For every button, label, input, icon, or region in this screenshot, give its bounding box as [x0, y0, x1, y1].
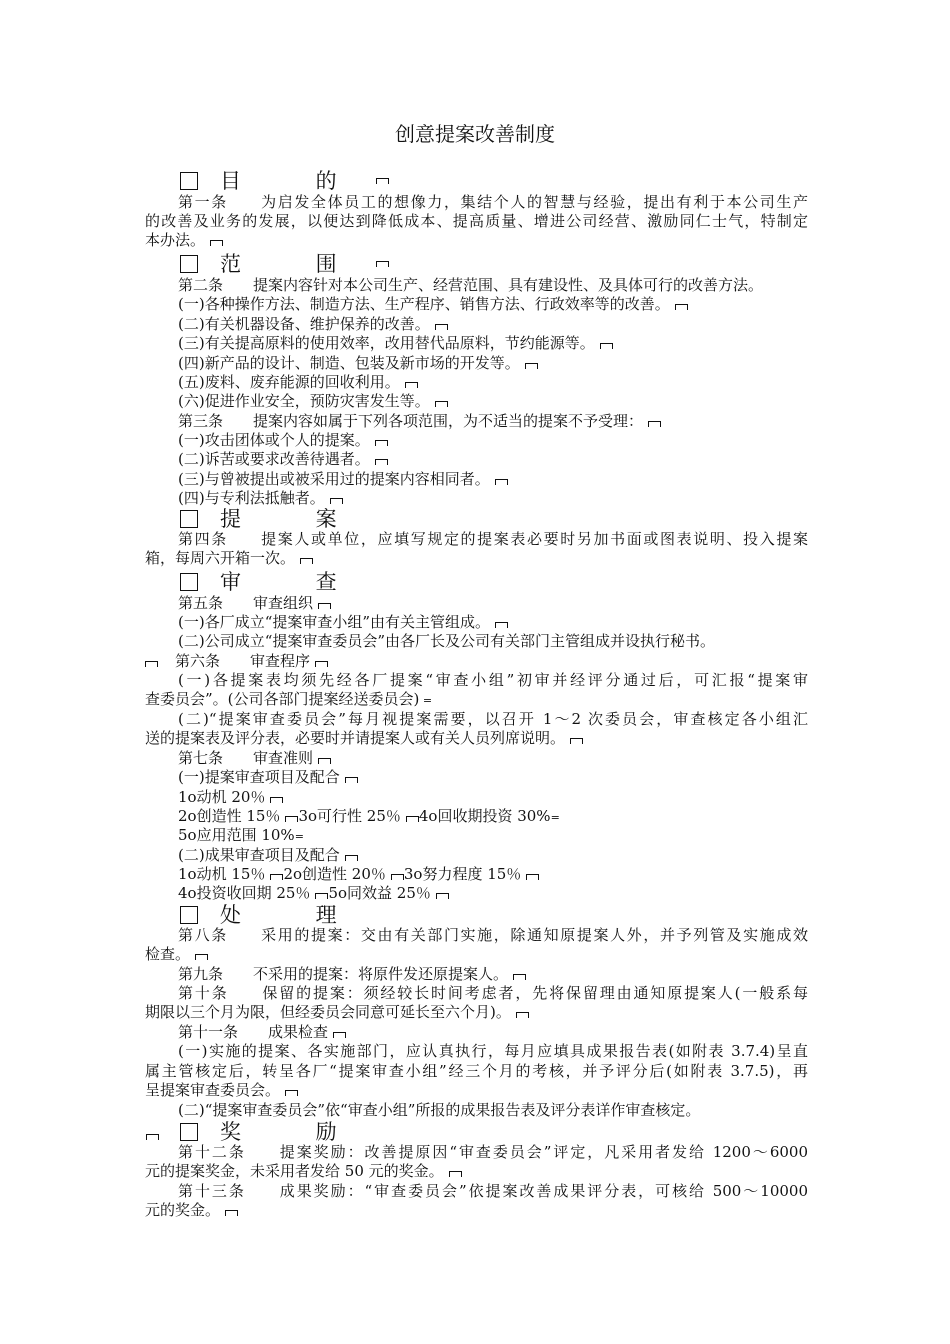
- section-heading-review: [180, 570, 371, 594]
- article-13: 第十三条 成果奖励：“审查委员会”依提案改善成果评分表，可核给 500～10000: [178, 1182, 808, 1200]
- line-text: 第七条 审查准则: [178, 749, 314, 767]
- paragraph-mark-icon: [526, 874, 539, 880]
- line-text: 第五条 审查组织: [178, 594, 314, 612]
- paragraph-mark-icon: [345, 855, 358, 861]
- line-text: (三)有关提高原料的使用效率，改用替代品原料，节约能源等。: [178, 334, 595, 352]
- line-text: 期限以三个月为限，但经委员会同意可延长至六个月)。: [145, 1003, 511, 1021]
- heading-text: 审 查: [220, 570, 371, 594]
- paragraph-mark-icon: [570, 738, 583, 744]
- article-3: [178, 412, 808, 431]
- text-line: [145, 1081, 808, 1100]
- heading-text: 目 的: [220, 169, 371, 193]
- line-text: 送的提案表及评分表，必要时并请提案人或有关人员列席说明。: [145, 729, 566, 747]
- paragraph-mark-icon: [525, 363, 538, 369]
- paragraph-mark-icon: [270, 874, 283, 880]
- line-text: 元的提案奖金，未采用者发给 50 元的奖金。: [145, 1162, 444, 1180]
- line-text: (三)与曾被提出或被采用过的提案内容相同者。: [178, 470, 490, 488]
- paragraph-mark-icon: [513, 974, 526, 980]
- article-2: 第二条 提案内容针对本公司生产、经营范围、具有建设性、及具体可行的改善方法。: [178, 276, 764, 294]
- paragraph-mark-icon: [675, 304, 688, 310]
- heading-text: 提 案: [220, 507, 371, 531]
- paragraph-mark-icon: [315, 661, 328, 667]
- paragraph-mark-icon: [210, 240, 223, 246]
- heading-text: 奖 励: [220, 1120, 371, 1144]
- checkbox-icon: [180, 255, 198, 273]
- heading-text: 范 围: [220, 252, 371, 276]
- criteria-line: [178, 865, 808, 884]
- line-text: 5o应用范围 10%: [178, 826, 295, 844]
- line-text: 1o动机 15％: [178, 865, 266, 883]
- paragraph-mark-icon: [300, 558, 313, 564]
- criteria-line: 5o应用范围 10%=: [178, 826, 304, 844]
- paragraph-mark-icon: [449, 1171, 462, 1177]
- line-text: 第六条 审查程序: [175, 652, 311, 670]
- list-item: [178, 613, 808, 632]
- list-item: [178, 431, 808, 450]
- criteria-line: 2o创造性 15％ 3o可行性 25％ 4o回收期投资 30%=: [178, 807, 560, 825]
- list-item: [178, 334, 808, 353]
- list-item: [178, 450, 808, 469]
- paragraph-mark-icon: [436, 893, 449, 899]
- section-heading-handling: [180, 903, 371, 927]
- line-text: (四)新产品的设计、制造、包装及新市场的开发等。: [178, 354, 520, 372]
- text-line: [145, 1162, 808, 1181]
- paragraph-mark-icon: [648, 421, 661, 427]
- paragraph-mark-icon: [285, 1090, 298, 1096]
- paragraph-mark-icon: [405, 382, 418, 388]
- paragraph-mark-icon: [195, 954, 208, 960]
- section-heading-proposal: [180, 507, 371, 531]
- paragraph-mark-icon: [376, 261, 389, 267]
- text-line: [145, 1003, 808, 1022]
- paragraph-mark-icon: [146, 1134, 159, 1140]
- line-text: 3o努力程度 15％: [403, 865, 522, 883]
- section-heading-scope: [180, 252, 389, 276]
- line-text: 3o可行性 25％: [298, 807, 401, 825]
- checkbox-icon: [180, 510, 198, 528]
- line-text: (二)有关机器设备、维护保养的改善。: [178, 315, 430, 333]
- section-heading-purpose: [180, 169, 389, 193]
- paragraph-mark-icon: [435, 324, 448, 330]
- paragraph-mark-icon: [318, 758, 331, 764]
- line-text: 1o动机 20％: [178, 788, 266, 806]
- article-1: 第一条 为启发全体员工的想像力，集结个人的智慧与经验，提出有利于本公司生产: [178, 193, 808, 211]
- line-text: (一)各种操作方法、制造方法、生产程序、销售方法、行政效率等的改善。: [178, 295, 670, 313]
- text-line: 属主管核定后，转呈各厂“提案审查小组”经三个月的考核，并予评分后(如附表 3.7.5)，再: [145, 1062, 808, 1080]
- line-text: 5o同效益 25％: [328, 884, 431, 902]
- line-text: (一)提案审查项目及配合: [178, 768, 340, 786]
- paragraph-mark-icon: [495, 622, 508, 628]
- list-item: (一)各提案表均须先经各厂提案“审查小组”初审并经评分通过后，可汇报“提案审: [178, 671, 808, 689]
- line-text: 第十一条 成果检查: [178, 1023, 329, 1041]
- text-line: [145, 1201, 808, 1220]
- paragraph-mark-icon: [435, 401, 448, 407]
- line-text: (五)废料、废弃能源的回收利用。: [178, 373, 400, 391]
- line-text: 第三条 提案内容如属于下列各项范围，为不适当的提案不予受理：: [178, 412, 644, 430]
- article-10: 第十条 保留的提案：须经较长时间考虑者，先将保留理由通知原提案人(一般系每: [178, 984, 808, 1002]
- line-text: 4o回收期投资 30%: [418, 807, 551, 825]
- text-line: 的改善及业务的发展，以便达到降低成本、提高质量、增进公司经营、激励同仁士气，特制定: [145, 212, 808, 230]
- paragraph-mark-icon: [495, 479, 508, 485]
- paragraph-mark-icon: [345, 777, 358, 783]
- article-8: 第八条 采用的提案：交由有关部门实施，除通知原提案人外，并予列管及实施成效: [178, 926, 808, 944]
- text-line: [145, 945, 808, 964]
- line-text: 本办法。: [145, 231, 206, 249]
- list-item: (二)公司成立“提案审查委员会”由各厂长及公司有关部门主管组成并设执行秘书。: [178, 632, 716, 650]
- criteria-line: [178, 884, 808, 903]
- line-text: 第九条 不采用的提案：将原件发还原提案人。: [178, 965, 509, 983]
- paragraph-mark-icon: [330, 498, 343, 504]
- text-line: [145, 231, 808, 250]
- heading-text: 处 理: [220, 903, 371, 927]
- article-12: 第十二条 提案奖励：改善提原因“审查委员会”评定，凡采用者发给 1200～6000: [178, 1143, 808, 1161]
- paragraph-mark-icon: [376, 178, 389, 184]
- list-item: [178, 315, 808, 334]
- list-item: (二)“提案审查委员会”依“审查小组”所报的成果报告表及评分表详作审查核定。: [178, 1101, 701, 1119]
- paragraph-mark-icon: [270, 797, 283, 803]
- list-item: [178, 373, 808, 392]
- document-title: 创意提案改善制度: [395, 122, 555, 146]
- text-line: [145, 729, 808, 748]
- line-text: 查委员会”。(公司各部门提案经送委员会): [145, 690, 420, 708]
- line-text: 检查。: [145, 945, 191, 963]
- list-item: [178, 354, 808, 373]
- paragraph-mark-icon: [375, 459, 388, 465]
- paragraph-mark-icon: [600, 343, 613, 349]
- section-heading-reward: [180, 1120, 371, 1144]
- article-5: [178, 594, 808, 613]
- article-7: [178, 749, 808, 768]
- list-item: [178, 768, 808, 787]
- line-text: 呈提案审查委员会。: [145, 1081, 281, 1099]
- checkbox-icon: [180, 1123, 198, 1141]
- list-item: (一)实施的提案、各实施部门，应认真执行，每月应填具成果报告表(如附表 3.7.4)呈直: [178, 1042, 808, 1060]
- paragraph-mark-icon: [333, 1032, 346, 1038]
- paragraph-mark-icon: [225, 1210, 238, 1216]
- line-text: 元的奖金。: [145, 1201, 221, 1219]
- article-6: [145, 652, 808, 671]
- line-text: (一)攻击团体或个人的提案。: [178, 431, 370, 449]
- article-4: 第四条 提案人或单位，应填写规定的提案表必要时另加书面或图表说明、投入提案: [178, 530, 808, 548]
- line-text: (四)与专利法抵触者。: [178, 489, 325, 507]
- paragraph-mark-icon: [315, 893, 328, 899]
- text-line: 查委员会”。(公司各部门提案经送委员会) =: [145, 690, 433, 708]
- list-item: [178, 295, 808, 314]
- checkbox-icon: [180, 172, 198, 190]
- paragraph-mark-icon: [145, 661, 158, 667]
- list-item: [178, 846, 808, 865]
- line-text: 箱，每周六开箱一次。: [145, 549, 296, 567]
- article-9: [178, 965, 808, 984]
- line-text: 2o创造性 20％: [283, 865, 386, 883]
- line-text: (二)诉苦或要求改善待遇者。: [178, 450, 370, 468]
- list-item: [178, 392, 808, 411]
- line-text: 4o投资收回期 25％: [178, 884, 311, 902]
- line-text: 2o创造性 15％: [178, 807, 281, 825]
- line-text: (一)各厂成立“提案审查小组”由有关主管组成。: [178, 613, 491, 631]
- text-line: [145, 549, 808, 568]
- list-item: [178, 470, 808, 489]
- list-item: [178, 489, 808, 508]
- paragraph-mark-icon: [318, 603, 331, 609]
- line-text: (六)促进作业安全，预防灾害发生等。: [178, 392, 430, 410]
- paragraph-mark-icon: [391, 874, 404, 880]
- article-11: [178, 1023, 808, 1042]
- checkbox-icon: [180, 906, 198, 924]
- paragraph-mark-icon: [375, 440, 388, 446]
- paragraph-mark-icon: [285, 816, 298, 822]
- paragraph-mark-icon: [406, 816, 419, 822]
- checkbox-icon: [180, 573, 198, 591]
- list-item: (二)“提案审查委员会”每月视提案需要，以召开 1～2 次委员会，审查核定各小组汇: [178, 710, 808, 728]
- line-text: (二)成果审查项目及配合: [178, 846, 340, 864]
- criteria-line: [178, 788, 808, 807]
- paragraph-mark-icon: [516, 1012, 529, 1018]
